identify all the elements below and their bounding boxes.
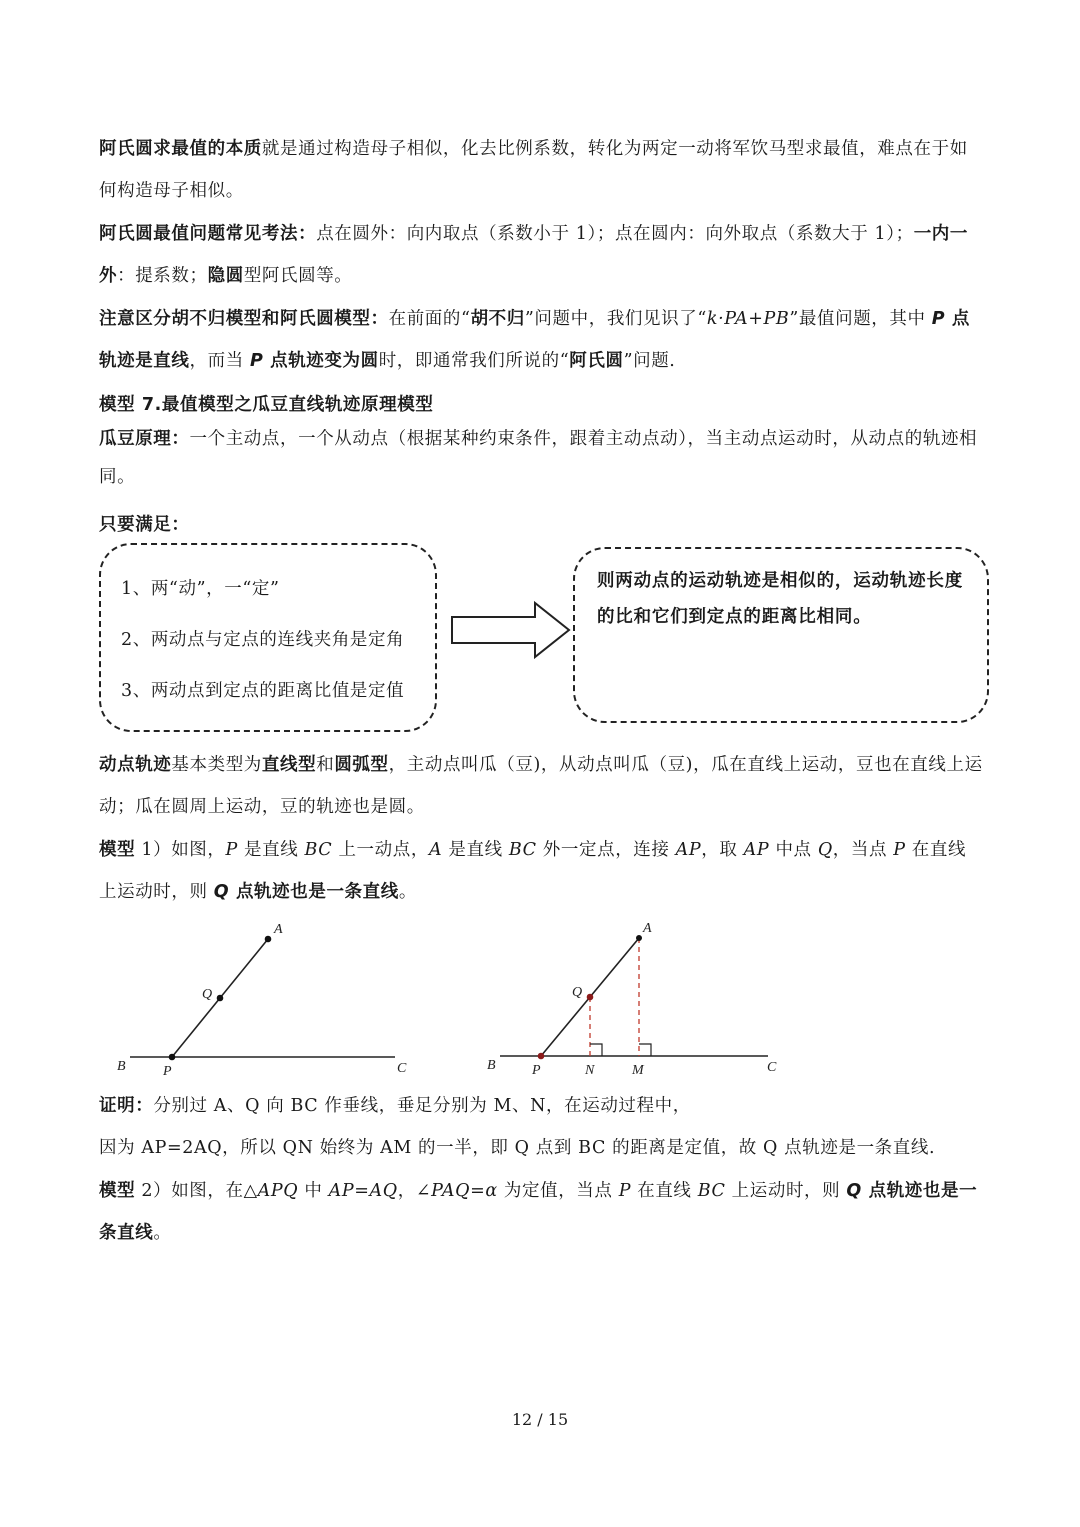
text: 为定值，当点 [497,1181,619,1201]
bold-term: 阿氏圆最值问题常见考法： [99,224,317,244]
condition-1: 1、两“动”，一“定” [121,579,280,599]
bold-term: 一内一外 [99,224,969,286]
text: 在直线 [631,1181,698,1201]
bold-term: 注意区分胡不归模型和阿氏圆模型： [99,309,389,329]
formula: k·PA+PB [706,309,790,329]
bold-term: 点轨迹变为圆 [263,351,379,371]
text: 1）如图， [135,840,226,860]
variable: BC [697,1181,726,1201]
bold-term: 胡不归 [470,309,525,329]
paragraph-trajectory-types [99,744,984,828]
paragraph-distinguish-models [99,298,984,382]
bold-term: 动点轨迹 [99,755,172,775]
bold-term: 模型 [99,840,136,860]
variable: APQ [257,1181,299,1201]
text: 中 [298,1181,329,1201]
variable: P [225,840,238,860]
text: ，而当 [189,351,250,371]
label-c: C [767,1060,777,1075]
text: ：提系数； [117,266,208,286]
text: ，取 [701,840,744,860]
bold-term: 点轨迹也是一条直线 [229,882,399,902]
paragraph-model-1 [99,829,984,913]
variable: AP [743,840,770,860]
label-b: B [117,1059,126,1074]
text: ，∠ [397,1181,432,1201]
point-q [217,995,224,1002]
bold-term: 点轨迹也是一条直线 [99,1181,978,1243]
variable: Q [817,840,833,860]
variable: P [249,351,264,371]
bold-term: 阿氏圆 [569,351,624,371]
text: 外一定点，连接 [536,840,676,860]
variable: BC [304,840,333,860]
label-p: P [163,1064,172,1079]
text: ，当点 [832,840,894,860]
variable: PAQ=α [431,1181,498,1201]
text: ，主动点叫瓜（豆)，从动点叫瓜（豆)，瓜在直线上运动，豆也在直线上运动；瓜在圆周上运动，豆的轨迹也是圆。 [99,755,983,817]
point-a [265,936,272,943]
point-p [169,1054,176,1061]
page-number: 12 / 15 [511,1410,569,1429]
label-p: P [532,1063,541,1078]
right-arrow-icon [449,600,573,660]
text: 在前面的“ [388,309,471,329]
text: 上运动时，则 [725,1181,847,1201]
text: 。 [153,1223,172,1243]
bold-term: 证明： [99,1096,154,1116]
label-a: A [643,921,652,936]
bold-term: 模型 [99,1181,136,1201]
label-q: Q [202,987,213,1002]
text: ”问题中，我们见识了“ [524,309,707,329]
paragraph-guadou-principle [99,420,984,496]
text: 。 [398,882,417,902]
figure-model-1-right [480,915,790,1085]
bold-term: 圆弧型 [334,755,389,775]
text: 上一动点， [332,840,429,860]
text: 基本类型为 [171,755,262,775]
right-angle-mark-m [639,1044,651,1056]
text: 就是通过构造母子相似，化去比例系数，转化为两定一动将军饮马型求最值，难点在于如何构造母子相似。 [99,139,968,201]
text: 是直线 [237,840,305,860]
text: 和 [316,755,335,775]
text: 型阿氏圆等。 [243,266,353,286]
paragraph-apollonius-essence [99,128,984,212]
text: 一个主动点，一个从动点（根据某种约束条件，跟着主动点动），当主动点运动时，从动点的轨迹相同。 [99,429,978,487]
bold-term: 直线型 [261,755,317,775]
point-a [636,935,642,941]
text: 点在圆外：向内取点（系数小于 1）；点在圆内：向外取点（系数大于 1）； [316,224,914,244]
text: ”问题. [623,351,676,371]
text: 时，即通常我们所说的“ [378,351,570,371]
figure-model-1-left [110,915,420,1085]
variable: P [931,309,946,329]
bold-term: 瓜豆原理： [99,429,190,449]
label-a: A [274,922,283,937]
heading-model-7: 模型 7.最值模型之瓜豆直线轨迹原理模型 [99,395,434,415]
paragraph-proof [99,1085,984,1127]
label-n: N [585,1063,595,1078]
point-p [538,1053,545,1060]
paragraph-model-2 [99,1170,984,1254]
variable: A [428,840,443,860]
paragraph-proof-line-2: 因为 AP=2AQ，所以 QN 始终为 AM 的一半，即 Q 点到 BC 的距离是定值，故 Q 点轨迹是一条直线. [99,1138,936,1158]
variable: Q [846,1181,862,1201]
bold-term: 阿氏圆求最值的本质 [99,139,262,159]
heading-requirements: 只要满足： [99,515,190,535]
conclusion-text: 则两动点的运动轨迹是相似的，运动轨迹长度的比和它们到定点的距离比相同。 [597,571,963,627]
variable: AP [675,840,702,860]
bold-term: 点轨迹是直线 [99,309,971,371]
text: 2）如图，在△ [135,1181,258,1201]
text: 是直线 [442,840,509,860]
variable: P [618,1181,632,1201]
label-q: Q [572,985,583,1000]
variable: P [893,840,906,860]
condition-2: 2、两动点与定点的连线夹角是定角 [121,630,405,650]
variable: Q [213,882,230,902]
label-b: B [487,1058,496,1073]
paragraph-common-methods [99,213,984,297]
proof-line-1: 分别过 A、Q 向 BC 作垂线，垂足分别为 M、N，在运动过程中， [153,1096,691,1116]
text: ”最值问题，其中 [789,309,932,329]
point-q [587,994,594,1001]
condition-3: 3、两动点到定点的距离比值是定值 [121,681,405,701]
label-c: C [397,1061,407,1076]
bold-term: 隐圆 [207,266,244,286]
variable: BC [508,840,537,860]
label-m: M [632,1063,644,1078]
variable: AP=AQ [328,1181,398,1201]
right-angle-mark-n [590,1044,602,1056]
text: 在直线上运动时，则 [99,840,967,902]
text: 中点 [769,840,818,860]
